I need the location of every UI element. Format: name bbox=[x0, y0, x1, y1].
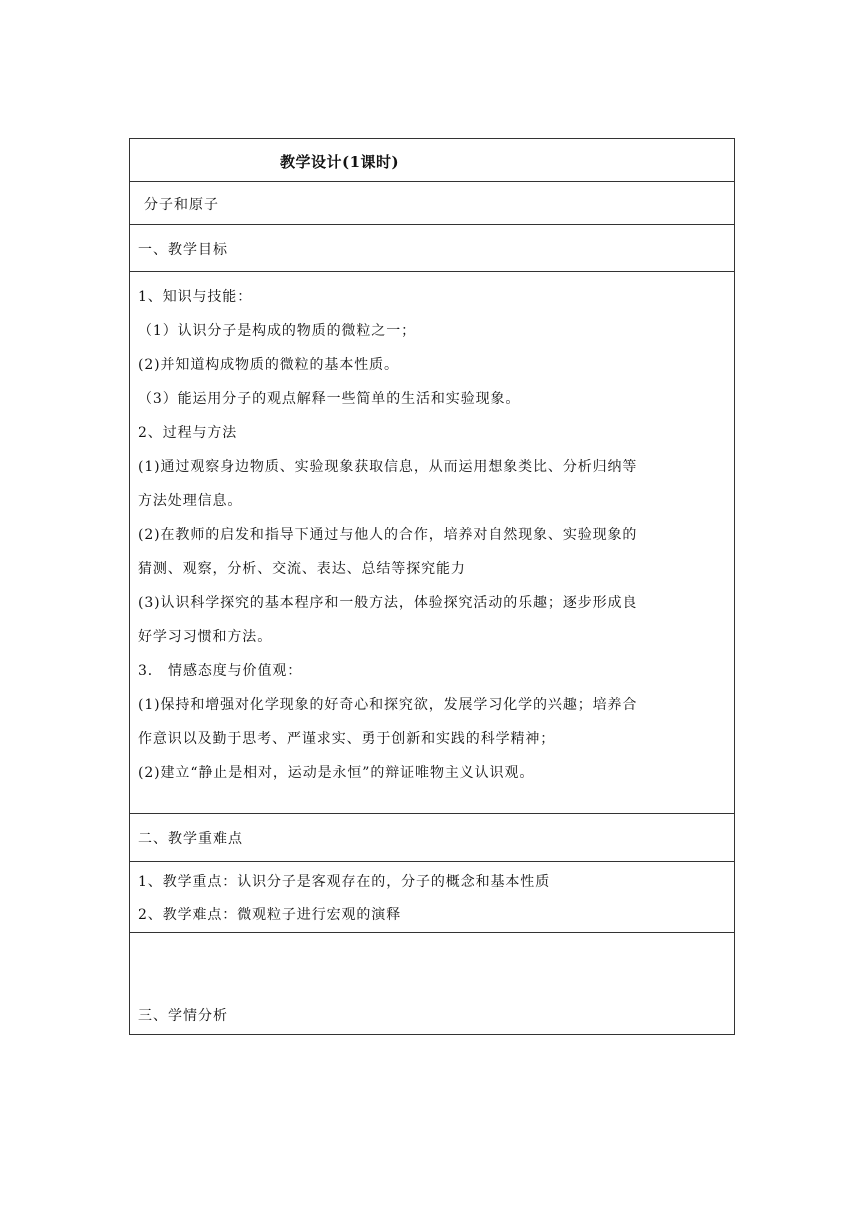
topic-row bbox=[130, 182, 734, 225]
lesson-plan-table bbox=[129, 138, 735, 1035]
objective-line: 作意识以及勤于思考、严谨求实、勇于创新和实践的科学精神； bbox=[138, 731, 556, 747]
section-heading-row bbox=[130, 814, 734, 862]
section-heading-key-points: 二、教学重难点 bbox=[138, 831, 243, 847]
objective-line: （3）能运用分子的观点解释一些简单的生活和实验现象。 bbox=[138, 391, 521, 407]
key-points-list bbox=[138, 866, 728, 932]
objective-line: （1）认识分子是构成的物质的微粒之一； bbox=[138, 323, 417, 339]
objective-line: (2)建立“静止是相对，运动是永恒”的辩证唯物主义认识观。 bbox=[138, 765, 535, 781]
objective-line: (2)并知道构成物质的微粒的基本性质。 bbox=[138, 357, 399, 373]
key-points-row bbox=[130, 862, 734, 933]
key-point-line: 1、教学重点：认识分子是客观存在的，分子的概念和基本性质 bbox=[138, 874, 551, 890]
objective-line: 1、知识与技能： bbox=[138, 289, 253, 305]
lesson-topic: 分子和原子 bbox=[144, 197, 219, 213]
section-heading-row bbox=[130, 225, 734, 272]
objective-line: (2)在教师的启发和指导下通过与他人的合作，培养对自然现象、实验现象的 bbox=[138, 527, 638, 543]
section-heading-row bbox=[130, 933, 734, 1034]
section-heading-student-analysis: 三、学情分析 bbox=[138, 1008, 228, 1024]
objective-line: 好学习习惯和方法。 bbox=[138, 629, 273, 645]
objectives-row bbox=[130, 272, 734, 814]
objective-line: (1)保持和增强对化学现象的好奇心和探究欲，发展学习化学的兴趣；培养合 bbox=[138, 697, 638, 713]
key-point-line: 2、教学难点：微观粒子进行宏观的演释 bbox=[138, 907, 402, 923]
objective-line: (3)认识科学探究的基本程序和一般方法，体验探究活动的乐趣；逐步形成良 bbox=[138, 595, 638, 611]
objective-line: 3． 情感态度与价值观： bbox=[138, 663, 303, 679]
objectives-list bbox=[138, 280, 728, 790]
objective-line: 猜测、观察，分析、交流、表达、总结等探究能力 bbox=[138, 561, 466, 577]
objective-line: 方法处理信息。 bbox=[138, 493, 243, 509]
objective-line: 2、过程与方法 bbox=[138, 425, 238, 441]
title-row bbox=[130, 139, 734, 182]
section-heading-objectives: 一、教学目标 bbox=[138, 242, 228, 258]
document-title: 教学设计(1课时) bbox=[280, 153, 400, 171]
objective-line: (1)通过观察身边物质、实验现象获取信息，从而运用想象类比、分析归纳等 bbox=[138, 459, 638, 475]
